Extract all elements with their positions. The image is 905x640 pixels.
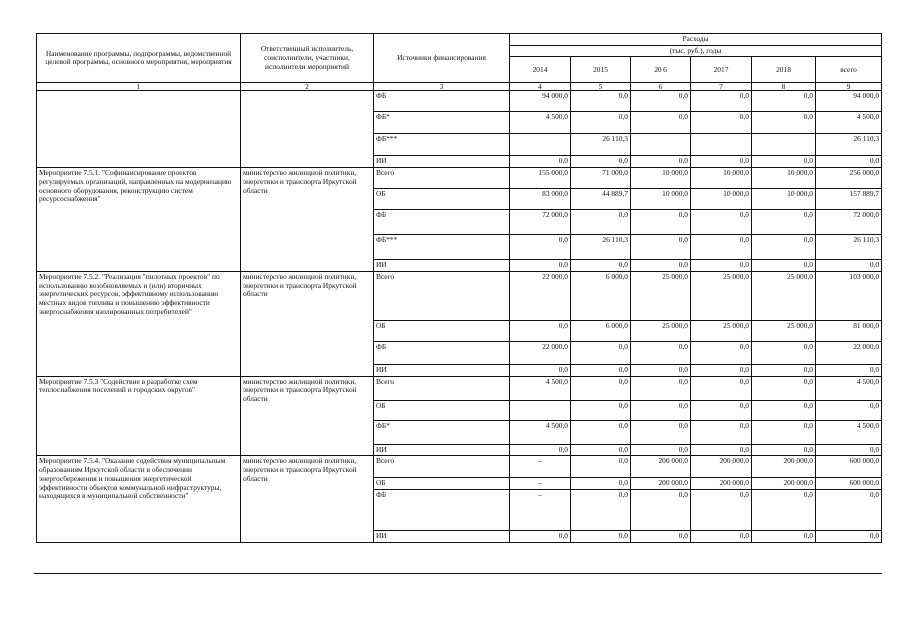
total-value: 0,0 (816, 156, 882, 168)
measure-name: Мероприятие 7.5.1. "Софинансирование проектов регулируемых организаций, направленных на модернизацию основного оборудования, реконструкцию систем ресурсоснабжения" (37, 168, 241, 272)
year-value: 0,0 (752, 364, 816, 376)
column-index: 6 (631, 83, 691, 91)
funding-source: ИИ (374, 531, 510, 543)
year-value: 72 000,0 (510, 210, 571, 235)
column-index: 4 (510, 83, 571, 91)
year-value: 0,0 (571, 456, 631, 478)
total-value: 256 000,0 (816, 168, 882, 189)
year-value: 10 000,0 (691, 168, 752, 189)
total-value: 4 500,0 (816, 376, 882, 400)
measure-executor: министерство жилищной политики, энергетики и транспорта Иркутской области (241, 271, 374, 376)
year-value: 44 889,7 (571, 189, 631, 210)
measure-executor: министерство жилищной политики, энергетики и транспорта Иркутской области (241, 168, 374, 272)
year-value: 0,0 (631, 364, 691, 376)
year-value: 200 000,0 (631, 456, 691, 478)
header-name: Наименование программы, подпрограммы, ведомственной целевой программы, основного мероприятия, мероприятия (37, 34, 241, 83)
year-value: 0,0 (752, 91, 816, 112)
year-value: 0,0 (752, 400, 816, 420)
total-value: 0,0 (816, 444, 882, 456)
year-value: 0,0 (631, 235, 691, 260)
year-value: 0,0 (510, 260, 571, 272)
funding-source: ОБ (374, 189, 510, 210)
funding-source: Всего (374, 271, 510, 320)
year-value: 0,0 (571, 531, 631, 543)
funding-source: ОБ (374, 478, 510, 490)
total-value: 600 000,0 (816, 478, 882, 490)
total-value: 22 000,0 (816, 341, 882, 364)
column-index: 8 (752, 83, 816, 91)
year-value: 0,0 (571, 420, 631, 444)
total-value: 4 500,0 (816, 420, 882, 444)
year-value: 0,0 (631, 400, 691, 420)
funding-source: ФБ*** (374, 235, 510, 260)
funding-source: ОБ (374, 400, 510, 420)
header-total: всего (816, 57, 882, 83)
year-value (631, 134, 691, 156)
year-value: 0,0 (571, 210, 631, 235)
year-value: 6 000,0 (571, 271, 631, 320)
year-value: 0,0 (752, 420, 816, 444)
year-value: 0,0 (691, 531, 752, 543)
year-value: 0,0 (571, 364, 631, 376)
total-value: 26 110,3 (816, 235, 882, 260)
year-value: 10 000,0 (752, 168, 816, 189)
table-bottom-rule (34, 573, 882, 574)
funding-source: ФБ (374, 341, 510, 364)
year-value: 25 000,0 (752, 271, 816, 320)
year-value (752, 134, 816, 156)
year-value: 10 000,0 (631, 189, 691, 210)
year-value: 0,0 (691, 235, 752, 260)
scan-margin (0, 0, 18, 640)
year-value: 0,0 (510, 444, 571, 456)
funding-source: ФБ (374, 91, 510, 112)
year-value: – (510, 456, 571, 478)
year-value: 0,0 (691, 260, 752, 272)
year-value: 4 500,0 (510, 420, 571, 444)
year-value: 0,0 (510, 531, 571, 543)
year-value: 0,0 (752, 156, 816, 168)
year-value: 0,0 (571, 156, 631, 168)
year-value: 0,0 (752, 490, 816, 531)
year-value: 0,0 (752, 260, 816, 272)
header-year: 2014 (510, 57, 571, 83)
year-value: 25 000,0 (631, 320, 691, 341)
year-value: 0,0 (631, 531, 691, 543)
measure-executor: министерство жилищной политики, энергетики и транспорта Иркутской области (241, 456, 374, 542)
total-value: 72 000,0 (816, 210, 882, 235)
year-value: 0,0 (691, 376, 752, 400)
year-value: 0,0 (691, 444, 752, 456)
year-value: 200 000,0 (691, 478, 752, 490)
year-value: 0,0 (752, 531, 816, 543)
year-value (691, 134, 752, 156)
year-value: 0,0 (571, 260, 631, 272)
year-value: 25 000,0 (631, 271, 691, 320)
year-value: 4 500,0 (510, 112, 571, 134)
year-value: 25 000,0 (691, 320, 752, 341)
year-value (510, 400, 571, 420)
column-index: 9 (816, 83, 882, 91)
year-value: 0,0 (691, 364, 752, 376)
year-value: 0,0 (752, 112, 816, 134)
year-value: 0,0 (631, 156, 691, 168)
year-value: 10 000,0 (631, 168, 691, 189)
year-value: 25 000,0 (691, 271, 752, 320)
year-value: – (510, 478, 571, 490)
year-value: 83 000,0 (510, 189, 571, 210)
column-index-row (37, 83, 882, 91)
year-value: 94 000,0 (510, 91, 571, 112)
table-row (37, 456, 882, 478)
year-value: 0,0 (631, 260, 691, 272)
year-value: 6 000,0 (571, 320, 631, 341)
total-value: 0,0 (816, 400, 882, 420)
year-value: 25 000,0 (752, 320, 816, 341)
table-row (37, 91, 882, 112)
expenses-table (36, 33, 882, 543)
year-value: 0,0 (691, 210, 752, 235)
year-value: 0,0 (752, 235, 816, 260)
header-year: 2015 (571, 57, 631, 83)
year-value: 0,0 (631, 112, 691, 134)
year-value: 0,0 (752, 444, 816, 456)
measure-executor (241, 91, 374, 168)
year-value: 0,0 (571, 376, 631, 400)
header-expenses: Расходы (510, 34, 882, 46)
funding-source: Всего (374, 168, 510, 189)
total-value: 0,0 (816, 531, 882, 543)
year-value: 0,0 (691, 490, 752, 531)
year-value: 22 000,0 (510, 271, 571, 320)
year-value: 0,0 (631, 341, 691, 364)
funding-source: ИИ (374, 260, 510, 272)
column-index: 3 (374, 83, 510, 91)
year-value: 4 500,0 (510, 376, 571, 400)
header-source: Источники финансирования (374, 34, 510, 83)
year-value: 0,0 (510, 235, 571, 260)
year-value: 200 000,0 (752, 478, 816, 490)
table-row (37, 376, 882, 400)
total-value: 157 889,7 (816, 189, 882, 210)
header-executor: Ответственный исполнитель, соисполнители, участники, исполнители мероприятий (241, 34, 374, 83)
total-value: 26 110,3 (816, 134, 882, 156)
year-value: 0,0 (691, 91, 752, 112)
year-value: 0,0 (571, 91, 631, 112)
total-value: 94 000,0 (816, 91, 882, 112)
year-value: 0,0 (691, 341, 752, 364)
year-value: 0,0 (691, 112, 752, 134)
year-value: 0,0 (571, 444, 631, 456)
year-value: 0,0 (571, 490, 631, 531)
column-index: 7 (691, 83, 752, 91)
year-value: 0,0 (752, 341, 816, 364)
total-value: 600 000,0 (816, 456, 882, 478)
funding-source: ФБ* (374, 112, 510, 134)
year-value: 0,0 (571, 341, 631, 364)
year-value: 0,0 (691, 420, 752, 444)
year-value: 0,0 (571, 400, 631, 420)
year-value: 0,0 (631, 91, 691, 112)
year-value: 0,0 (571, 478, 631, 490)
year-value: 0,0 (631, 444, 691, 456)
year-value: 0,0 (631, 420, 691, 444)
measure-name: Мероприятие 7.5.3 "Содействие в разработке схем теплоснабжения поселений и городских округов" (37, 376, 241, 456)
year-value: 200 000,0 (691, 456, 752, 478)
total-value: 0,0 (816, 490, 882, 531)
year-value: 0,0 (631, 376, 691, 400)
column-index: 5 (571, 83, 631, 91)
year-value: 200 000,0 (631, 478, 691, 490)
header-year: 2018 (752, 57, 816, 83)
column-index: 1 (37, 83, 241, 91)
measure-executor: министерство жилищной политики, энергетики и транспорта Иркутской области (241, 376, 374, 456)
total-value: 81 000,0 (816, 320, 882, 341)
measure-name (37, 91, 241, 168)
header-year: 2017 (691, 57, 752, 83)
funding-source: ФБ*** (374, 134, 510, 156)
year-value: 26 110,3 (571, 134, 631, 156)
year-value (510, 134, 571, 156)
funding-source: ОБ (374, 320, 510, 341)
year-value: 0,0 (510, 156, 571, 168)
year-value: 10 000,0 (752, 189, 816, 210)
year-value: 0,0 (691, 156, 752, 168)
funding-source: ИИ (374, 364, 510, 376)
header-year: 20 6 (631, 57, 691, 83)
total-value: 0,0 (816, 364, 882, 376)
year-value: 0,0 (631, 490, 691, 531)
funding-source: ИИ (374, 444, 510, 456)
funding-source: Всего (374, 456, 510, 478)
total-value: 103 000,0 (816, 271, 882, 320)
table-row (37, 168, 882, 189)
year-value: 0,0 (752, 376, 816, 400)
funding-source: ИИ (374, 156, 510, 168)
column-index: 2 (241, 83, 374, 91)
year-value: 10 000,0 (691, 189, 752, 210)
measure-name: Мероприятие 7.5.4. "Оказание содействия муниципальным образованиям Иркутской области в обеспечении энергосбережения и повышения энергетической эффективности объектов коммунальной инфраструктуры, находящихся в муниципальной собственности" (37, 456, 241, 542)
year-value: 0,0 (691, 400, 752, 420)
year-value: 155 000,0 (510, 168, 571, 189)
table-row (37, 271, 882, 320)
year-value: 71 000,0 (571, 168, 631, 189)
year-value: 200 000,0 (752, 456, 816, 478)
header-units: (тыс. руб.), годы (510, 45, 882, 57)
measure-name: Мероприятие 7.5.2. "Реализация "пилотных проектов" по использованию возобновляемых и (или) вторичных энергетических ресурсов, эффективному использованию местных видов топлива и повышению эффективности энергоснабжения изолированных потребителей" (37, 271, 241, 376)
year-value: 0,0 (510, 320, 571, 341)
funding-source: ФБ (374, 210, 510, 235)
total-value: 0,0 (816, 260, 882, 272)
year-value: 0,0 (752, 210, 816, 235)
total-value: 4 500,0 (816, 112, 882, 134)
year-value: – (510, 490, 571, 531)
funding-source: Всего (374, 376, 510, 400)
funding-source: ФБ (374, 490, 510, 531)
year-value: 22 000,0 (510, 341, 571, 364)
year-value: 0,0 (631, 210, 691, 235)
year-value: 26 110,3 (571, 235, 631, 260)
year-value: 0,0 (510, 364, 571, 376)
funding-source: ФБ* (374, 420, 510, 444)
year-value: 0,0 (571, 112, 631, 134)
